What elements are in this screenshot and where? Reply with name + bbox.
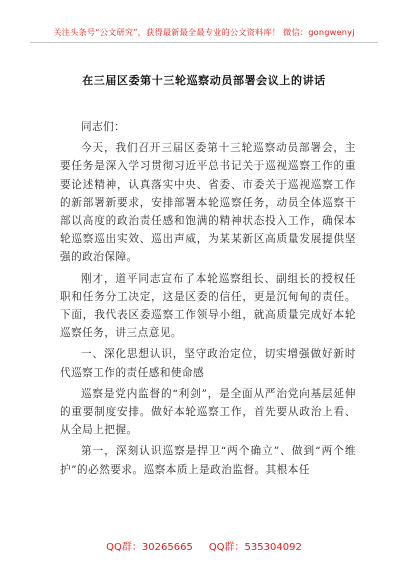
footer-qq-group-1: QQ群：30265665 [106,542,193,553]
paragraph: 今天，我们召开三届区委第十三轮巡察动员部署会，主要任务是深入学习贯彻习近平总书记关于巡视巡察工作的重要论述精神，认真落实中央、省委、市委关于巡视巡察工作的新部署新要求，安排部署本轮巡察任务，动员全体巡察干部以高度的政治责任感和饱满的精神状态投入工作，确保本轮巡察巡出实效、巡出声威，为某某新区高质量发展提供坚强的政治保障。 [60,142,356,264]
paragraph: 第一，深刻认识巡察是捍卫“两个确立”、做到“两个维护”的必然要求。巡察本质上是政治监督。其根本任 [60,445,356,476]
header-banner: 关注头条号“公文研究”，获得最新最全最专业的公文资料库！ 微信：gongwenyj [53,27,355,37]
footer-qq-group-2: QQ群：535304092 [208,542,302,553]
footer [0,538,408,553]
document-title: 在三届区委第十三轮巡察动员部署会议上的讲话 [82,74,326,87]
header-divider [30,42,378,43]
paragraph: 刚才，道平同志宣布了本轮巡察组长、副组长的授权任职和任务分工决定，这是区委的信任，更是沉甸甸的责任。下面，我代表区委巡察工作领导小组，就高质量完成好本轮巡察任务，讲三点意见。 [60,272,356,340]
salutation: 同志们： [81,121,126,133]
section-heading: 一、深化思想认识，坚守政治定位，切实增强做好新时代巡察工作的责任感和使命感 [60,348,356,379]
document-body [60,118,356,482]
paragraph: 巡察是党内监督的“利剑”，是全面从严治党向基层延伸的重要制度安排。做好本轮巡察工作，首先要从政治上看、从全局上把握。 [60,387,356,437]
